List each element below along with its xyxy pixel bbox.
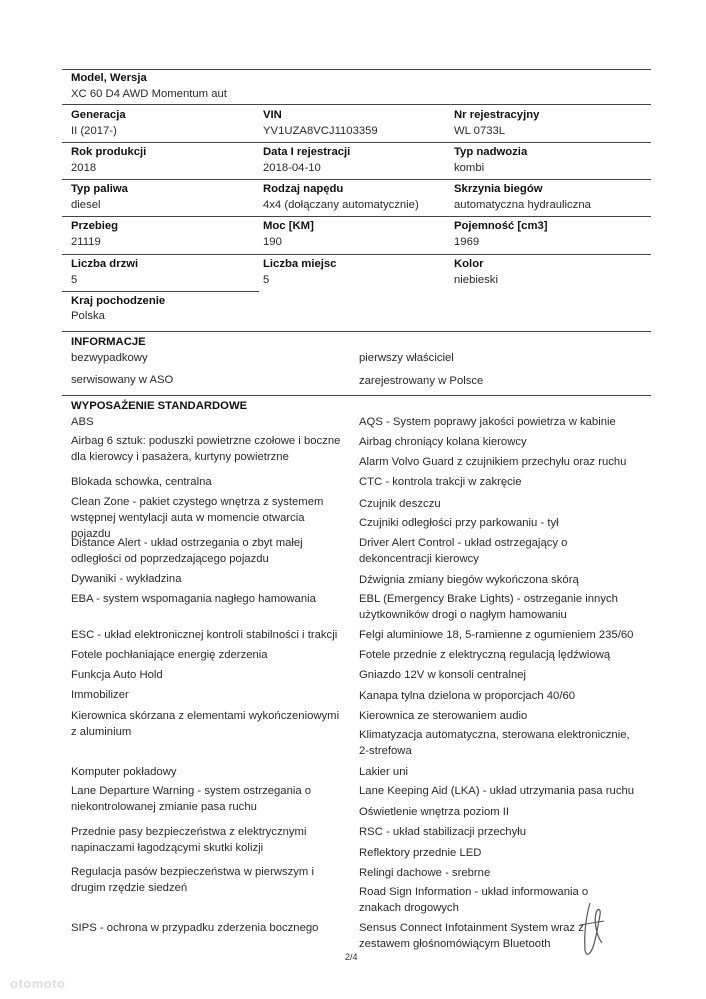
equipment-item: Reflektory przednie LED [359, 847, 482, 859]
field-label-typ-paliwa: Typ paliwa [71, 183, 128, 195]
equipment-item: Relingi dachowe - srebrne [359, 867, 491, 879]
field-value-kraj-pochodzenia: Polska [71, 310, 105, 322]
field-value-typ-nadwozia: kombi [454, 162, 485, 174]
equipment-item: Airbag 6 sztuk: poduszki powietrzne czołowe i boczne dla kierowcy i pasażera, kurtyny powietrzne [71, 435, 341, 463]
field-label-skrzynia-biegow: Skrzynia biegów [454, 183, 543, 195]
equipment-item: Lakier uni [359, 766, 408, 778]
equipment-item: Funkcja Auto Hold [71, 669, 163, 681]
equipment-item: Clean Zone - pakiet czystego wnętrza z systemem wstępnej wentylacji auta w momencie otwarcia pojazdu [71, 496, 324, 540]
info-item: bezwypadkowy [71, 352, 148, 364]
info-item: zarejestrowany w Polsce [359, 375, 484, 387]
equipment-item: Alarm Volvo Guard z czujnikiem przechyłu oraz ruchu [359, 456, 627, 468]
field-value-pojemnosc: 1969 [454, 236, 480, 248]
equipment-item: Oświetlenie wnętrza poziom II [359, 806, 510, 818]
info-item: pierwszy właściciel [359, 352, 454, 364]
signature-mark [560, 895, 630, 965]
rule-row-5 [62, 254, 651, 255]
field-value-liczba-drzwi: 5 [71, 274, 78, 286]
equipment-item: Czujnik deszczu [359, 498, 441, 510]
equipment-item: Kierownica skórzana z elementami wykończeniowymi z aluminium [71, 710, 340, 738]
field-value-przebieg: 21119 [71, 236, 101, 248]
equipment-item: Kanapa tylna dzielona w proporcjach 40/60 [359, 690, 576, 702]
equipment-item: Regulacja pasów bezpieczeństwa w pierwszym i drugim rzędzie siedzeń [71, 866, 314, 894]
rule-row-4 [62, 216, 651, 217]
equipment-item: ABS [71, 416, 94, 428]
equipment-item: Lane Departure Warning - system ostrzegania o niekontrolowanej zmianie pasa ruchu [71, 785, 312, 813]
equipment-item: Immobilizer [71, 689, 129, 701]
rule-row-2 [62, 142, 651, 143]
info-item: serwisowany w ASO [71, 374, 174, 386]
field-value-generacja: II (2017-) [71, 125, 117, 137]
equipment-heading: WYPOSAŻENIE STANDARDOWE [71, 400, 248, 412]
model-value: XC 60 D4 AWD Momentum aut [71, 88, 227, 100]
field-value-typ-paliwa: diesel [71, 199, 101, 211]
equipment-item: Road Sign Information - układ informowania o znakach drogowych [359, 886, 589, 914]
field-label-nr-rejestracyjny: Nr rejestracyjny [454, 109, 540, 121]
field-value-liczba-miejsc: 5 [263, 274, 270, 286]
field-value-vin: YV1UZA8VCJ1103359 [263, 125, 378, 137]
equipment-item: RSC - układ stabilizacji przechyłu [359, 826, 527, 838]
field-value-rodzaj-napedu: 4x4 (dołączany automatycznie) [263, 199, 419, 211]
field-label-liczba-miejsc: Liczba miejsc [263, 258, 337, 270]
field-label-rok-produkcji: Rok produkcji [71, 146, 147, 158]
info-heading: INFORMACJE [71, 336, 146, 348]
equipment-item: Sensus Connect Infotainment System wraz z zestawem głośnomówiącym Bluetooth [359, 922, 584, 950]
field-label-liczba-drzwi: Liczba drzwi [71, 258, 139, 270]
equipment-item: AQS - System poprawy jakości powietrza w kabinie [359, 416, 616, 428]
equipment-item: Blokada schowka, centralna [71, 476, 212, 488]
model-label: Model, Wersja [71, 72, 147, 84]
equipment-item: SIPS - ochrona w przypadku zderzenia bocznego [71, 922, 319, 934]
watermark-logo: otomoto [10, 976, 66, 991]
equipment-item: CTC - kontrola trakcji w zakręcie [359, 476, 522, 488]
page-number: 2/4 [345, 952, 358, 962]
equipment-item: Komputer pokładowy [71, 766, 177, 778]
equipment-item: Przednie pasy bezpieczeństwa z elektrycznymi napinaczami łagodzącymi skutki kolizji [71, 826, 307, 854]
field-label-typ-nadwozia: Typ nadwozia [454, 146, 528, 158]
rule-info [62, 331, 651, 332]
field-value-skrzynia-biegow: automatyczna hydrauliczna [454, 199, 591, 211]
field-label-kolor: Kolor [454, 258, 484, 270]
equipment-item: Czujniki odległości przy parkowaniu - tył [359, 517, 559, 529]
equipment-item: Dźwignia zmiany biegów wykończona skórą [359, 574, 579, 586]
equipment-item: EBA - system wspomagania nagłego hamowania [71, 593, 316, 605]
equipment-item: ESC - układ elektronicznej kontroli stabilności i trakcji [71, 629, 338, 641]
field-value-rok-produkcji: 2018 [71, 162, 97, 174]
equipment-item: Dywaniki - wykładzina [71, 573, 182, 585]
equipment-item: Felgi aluminiowe 18, 5-ramienne z ogumieniem 235/60 [359, 629, 634, 641]
equipment-item: Kierownica ze sterowaniem audio [359, 710, 528, 722]
rule-row-6 [62, 291, 259, 292]
field-label-vin: VIN [263, 109, 282, 121]
rule-row-3 [62, 179, 651, 180]
equipment-item: Klimatyzacja automatyczna, sterowana elektronicznie, 2-strefowa [359, 729, 630, 757]
rule-equipment [62, 395, 651, 396]
equipment-item: EBL (Emergency Brake Lights) - ostrzeganie innych użytkowników drogi o nagłym hamowaniu [359, 593, 618, 621]
equipment-item: Lane Keeping Aid (LKA) - układ utrzymania pasa ruchu [359, 785, 635, 797]
field-value-nr-rejestracyjny: WL 0733L [454, 125, 506, 137]
field-label-pojemnosc: Pojemność [cm3] [454, 220, 548, 232]
equipment-item: Driver Alert Control - układ ostrzegający o dekoncentracji kierowcy [359, 537, 568, 565]
field-label-kraj-pochodzenia: Kraj pochodzenie [71, 295, 166, 307]
equipment-item: Distance Alert - układ ostrzegania o zbyt małej odległości od poprzedzającego pojazdu [71, 537, 303, 565]
rule-top [62, 69, 651, 70]
equipment-item: Fotele przednie z elektryczną regulacją lędźwiową [359, 649, 611, 661]
field-label-moc: Moc [KM] [263, 220, 314, 232]
field-label-data-rejestracji: Data I rejestracji [263, 146, 351, 158]
field-label-rodzaj-napedu: Rodzaj napędu [263, 183, 344, 195]
field-value-data-rejestracji: 2018-04-10 [263, 162, 321, 174]
equipment-item: Gniazdo 12V w konsoli centralnej [359, 669, 527, 681]
field-label-generacja: Generacja [71, 109, 126, 121]
equipment-item: Airbag chroniący kolana kierowcy [359, 436, 527, 448]
equipment-item: Fotele pochłaniające energię zderzenia [71, 649, 268, 661]
field-value-kolor: niebieski [454, 274, 498, 286]
field-label-przebieg: Przebieg [71, 220, 119, 232]
field-value-moc: 190 [263, 236, 282, 248]
rule-row-1 [62, 104, 651, 105]
